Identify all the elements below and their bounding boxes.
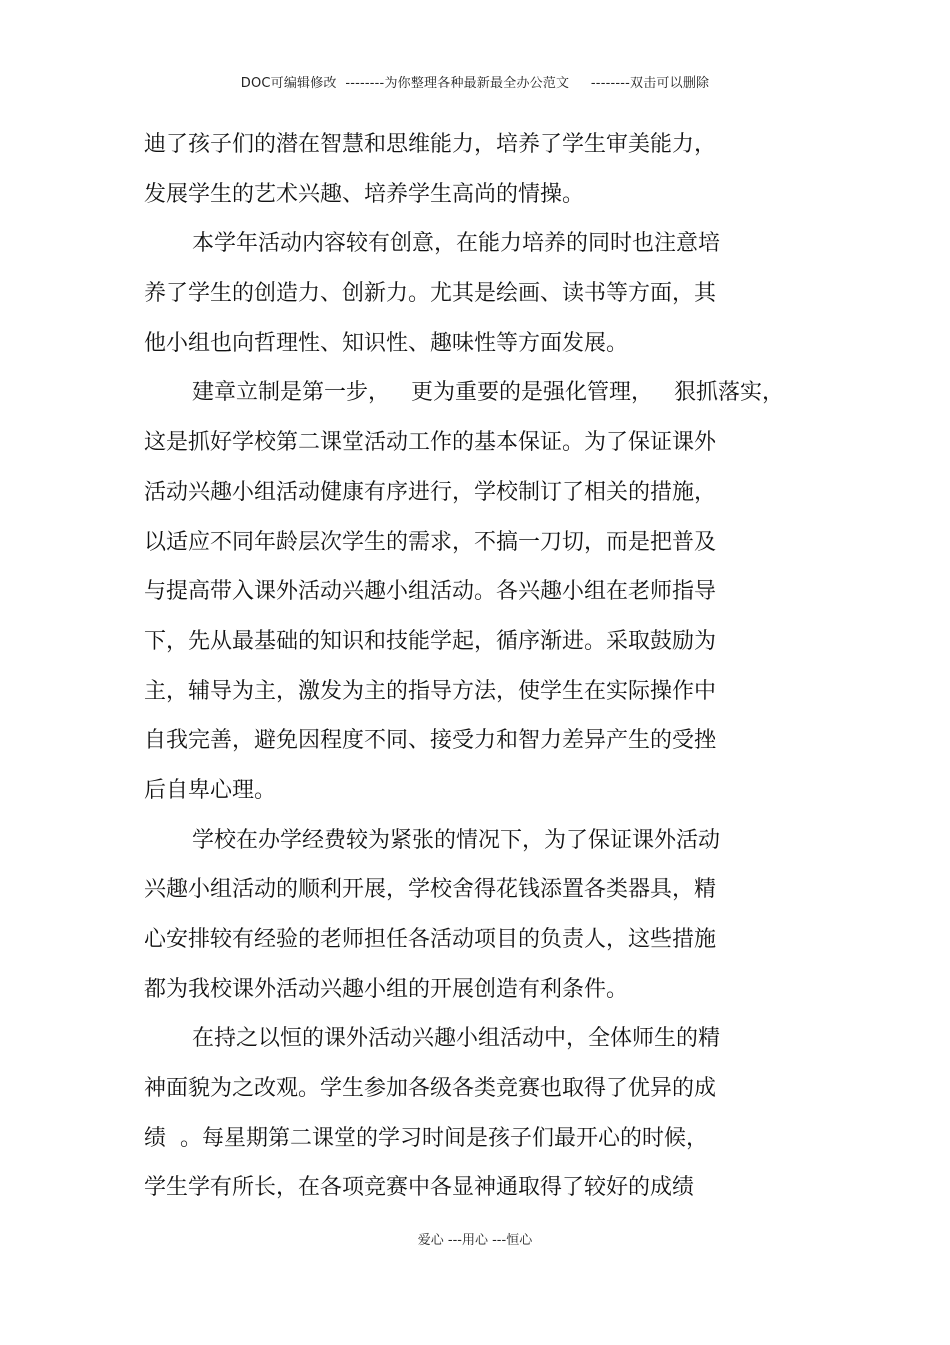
text-line: 自我完善，避免因程度不同、接受力和智力差异产生的受挫 bbox=[144, 728, 717, 754]
text-line: 学生学有所长，在各项竞赛中各显神通取得了较好的成绩 bbox=[144, 1175, 695, 1201]
paragraph-start-line: 学校在办学经费较为紧张的情况下，为了保证课外活动 bbox=[192, 827, 721, 853]
text-line: 与提高带入课外活动兴趣小组活动。各兴趣小组在老师指导 bbox=[144, 579, 717, 605]
page-header: DOC可编辑修改 --------为你整理各种最新最全办公范文 --------双击可以删除 bbox=[240, 76, 710, 91]
paragraph-start-line: 建章立制是第一步， 更为重要的是强化管理， 狠抓落实， bbox=[192, 380, 784, 406]
text-line: 以适应不同年龄层次学生的需求，不搞一刀切，而是把普及 bbox=[144, 529, 717, 555]
text-line: 兴趣小组活动的顺利开展，学校舍得花钱添置各类器具，精 bbox=[144, 877, 717, 903]
text-line: 心安排较有经验的老师担任各活动项目的负责人，这些措施 bbox=[144, 927, 717, 952]
paragraph-start-line: 在持之以恒的课外活动兴趣小组活动中，全体师生的精 bbox=[192, 1026, 721, 1052]
text-line: 后自卑心理。 bbox=[144, 777, 277, 803]
text-line: 神面貌为之改观。学生参加各级各类竞赛也取得了优异的成 bbox=[144, 1076, 717, 1102]
text-line: 迪了孩子们的潜在智慧和思维能力，培养了学生审美能力， bbox=[144, 132, 717, 157]
paragraph-start-line: 本学年活动内容较有创意，在能力培养的同时也注意培 bbox=[192, 231, 721, 257]
text-line: 下，先从最基础的知识和技能学起，循序渐进。采取鼓励为 bbox=[144, 628, 717, 654]
text-line: 这是抓好学校第二课堂活动工作的基本保证。为了保证课外 bbox=[144, 430, 717, 456]
text-line: 发展学生的艺术兴趣、培养学生高尚的情操。 bbox=[144, 181, 585, 207]
text-line: 都为我校课外活动兴趣小组的开展创造有利条件。 bbox=[144, 976, 629, 1002]
text-line: 他小组也向哲理性、知识性、趣味性等方面发展。 bbox=[144, 330, 629, 356]
page-footer: 爱心 ---用心 ---恒心 bbox=[417, 1233, 533, 1248]
text-line: 绩 。每星期第二课堂的学习时间是孩子们最开心的时候， bbox=[144, 1125, 708, 1151]
document-body bbox=[144, 120, 804, 1213]
text-line: 主，辅导为主，激发为主的指导方法，使学生在实际操作中 bbox=[144, 678, 717, 704]
text-line: 养了学生的创造力、创新力。尤其是绘画、读书等方面，其 bbox=[144, 281, 717, 307]
text-line: 活动兴趣小组活动健康有序进行，学校制订了相关的措施， bbox=[144, 479, 717, 505]
